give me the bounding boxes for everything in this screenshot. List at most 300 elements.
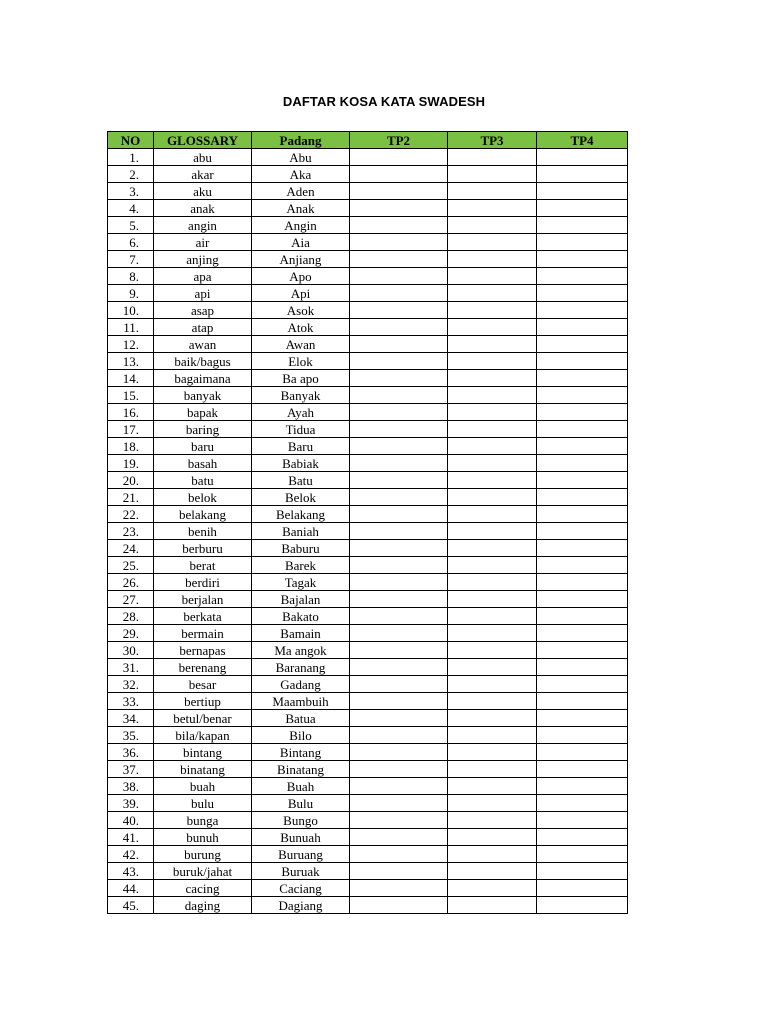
cell-no: 11. [108,319,154,336]
cell-glossary: betul/benar [154,710,252,727]
cell-no: 44. [108,880,154,897]
cell-padang: Apo [252,268,350,285]
table-row [108,200,628,217]
cell-no: 16. [108,404,154,421]
cell-glossary: berdiri [154,574,252,591]
cell-tp3 [448,404,537,421]
cell-tp3 [448,744,537,761]
cell-no: 32. [108,676,154,693]
cell-tp3 [448,829,537,846]
cell-glossary: bintang [154,744,252,761]
header-tp3: TP3 [448,132,537,149]
table-row [108,387,628,404]
cell-tp3 [448,149,537,166]
cell-no: 14. [108,370,154,387]
cell-tp2 [350,302,448,319]
cell-tp3 [448,472,537,489]
cell-tp4 [537,268,628,285]
cell-tp2 [350,421,448,438]
cell-tp4 [537,455,628,472]
cell-tp2 [350,693,448,710]
cell-glossary: berat [154,557,252,574]
cell-glossary: buah [154,778,252,795]
cell-no: 22. [108,506,154,523]
cell-tp4 [537,166,628,183]
table-row [108,659,628,676]
cell-no: 25. [108,557,154,574]
cell-tp4 [537,353,628,370]
cell-padang: Batu [252,472,350,489]
cell-tp3 [448,795,537,812]
cell-no: 3. [108,183,154,200]
cell-tp2 [350,761,448,778]
cell-tp2 [350,812,448,829]
cell-tp2 [350,829,448,846]
table-row [108,863,628,880]
cell-glossary: berenang [154,659,252,676]
cell-tp2 [350,489,448,506]
cell-tp3 [448,523,537,540]
table-row [108,370,628,387]
cell-padang: Batua [252,710,350,727]
cell-tp4 [537,523,628,540]
cell-no: 34. [108,710,154,727]
cell-tp3 [448,863,537,880]
table-row [108,540,628,557]
cell-tp2 [350,472,448,489]
cell-padang: Atok [252,319,350,336]
cell-tp4 [537,625,628,642]
cell-glossary: anak [154,200,252,217]
table-row [108,421,628,438]
cell-tp2 [350,557,448,574]
cell-tp4 [537,659,628,676]
cell-no: 6. [108,234,154,251]
cell-tp3 [448,455,537,472]
cell-tp3 [448,710,537,727]
cell-tp4 [537,234,628,251]
cell-tp3 [448,574,537,591]
table-row [108,710,628,727]
cell-tp3 [448,540,537,557]
cell-tp3 [448,846,537,863]
cell-tp4 [537,506,628,523]
cell-tp3 [448,506,537,523]
table-row [108,897,628,914]
cell-tp3 [448,353,537,370]
cell-glossary: anjing [154,251,252,268]
cell-padang: Ma angok [252,642,350,659]
cell-glossary: asap [154,302,252,319]
cell-tp3 [448,200,537,217]
cell-padang: Bungo [252,812,350,829]
table-row [108,489,628,506]
cell-tp4 [537,574,628,591]
cell-tp2 [350,727,448,744]
cell-tp2 [350,251,448,268]
cell-tp4 [537,217,628,234]
cell-no: 27. [108,591,154,608]
header-no: NO [108,132,154,149]
cell-no: 45. [108,897,154,914]
cell-glossary: banyak [154,387,252,404]
cell-padang: Bamain [252,625,350,642]
cell-padang: Caciang [252,880,350,897]
cell-tp3 [448,625,537,642]
table-row [108,557,628,574]
cell-no: 35. [108,727,154,744]
table-row [108,251,628,268]
cell-tp3 [448,659,537,676]
table-row [108,319,628,336]
cell-glossary: bertiup [154,693,252,710]
cell-tp3 [448,591,537,608]
table-row [108,336,628,353]
cell-no: 33. [108,693,154,710]
cell-tp3 [448,642,537,659]
cell-tp3 [448,676,537,693]
cell-no: 8. [108,268,154,285]
cell-tp2 [350,710,448,727]
table-row [108,523,628,540]
cell-tp2 [350,506,448,523]
cell-tp2 [350,676,448,693]
cell-padang: Aka [252,166,350,183]
cell-tp2 [350,404,448,421]
cell-glossary: akar [154,166,252,183]
cell-padang: Tagak [252,574,350,591]
cell-padang: Anak [252,200,350,217]
cell-tp2 [350,336,448,353]
table-row [108,761,628,778]
cell-no: 37. [108,761,154,778]
cell-tp3 [448,693,537,710]
cell-padang: Api [252,285,350,302]
cell-no: 15. [108,387,154,404]
cell-glossary: bagaimana [154,370,252,387]
cell-tp2 [350,370,448,387]
cell-tp4 [537,183,628,200]
table-row [108,795,628,812]
cell-padang: Bakato [252,608,350,625]
cell-tp4 [537,404,628,421]
table-row [108,183,628,200]
table-row [108,693,628,710]
cell-no: 30. [108,642,154,659]
cell-no: 31. [108,659,154,676]
cell-tp3 [448,880,537,897]
cell-tp2 [350,285,448,302]
cell-tp2 [350,659,448,676]
cell-tp2 [350,149,448,166]
cell-tp4 [537,812,628,829]
table-row [108,506,628,523]
cell-padang: Baranang [252,659,350,676]
table-row [108,166,628,183]
table-row [108,438,628,455]
cell-tp2 [350,455,448,472]
cell-no: 19. [108,455,154,472]
cell-glossary: bunga [154,812,252,829]
table-row [108,268,628,285]
cell-tp2 [350,625,448,642]
cell-tp2 [350,268,448,285]
cell-padang: Binatang [252,761,350,778]
cell-padang: Buah [252,778,350,795]
cell-tp2 [350,642,448,659]
cell-tp3 [448,778,537,795]
header-tp2: TP2 [350,132,448,149]
cell-no: 42. [108,846,154,863]
cell-padang: Bunuah [252,829,350,846]
table-row [108,455,628,472]
cell-padang: Aden [252,183,350,200]
cell-padang: Angin [252,217,350,234]
cell-padang: Aia [252,234,350,251]
cell-padang: Ba apo [252,370,350,387]
cell-no: 2. [108,166,154,183]
cell-tp2 [350,744,448,761]
cell-tp3 [448,387,537,404]
cell-glossary: berburu [154,540,252,557]
cell-tp2 [350,846,448,863]
cell-tp3 [448,438,537,455]
table-row [108,608,628,625]
cell-no: 20. [108,472,154,489]
cell-padang: Buruang [252,846,350,863]
cell-glossary: besar [154,676,252,693]
cell-no: 40. [108,812,154,829]
cell-glossary: atap [154,319,252,336]
cell-no: 7. [108,251,154,268]
cell-glossary: bernapas [154,642,252,659]
cell-padang: Baru [252,438,350,455]
cell-no: 5. [108,217,154,234]
cell-glossary: bermain [154,625,252,642]
table-row [108,880,628,897]
cell-tp3 [448,761,537,778]
cell-tp3 [448,251,537,268]
cell-no: 21. [108,489,154,506]
header-padang: Padang [252,132,350,149]
cell-tp3 [448,336,537,353]
table-header [108,132,628,149]
cell-glossary: buruk/jahat [154,863,252,880]
cell-tp2 [350,438,448,455]
cell-tp4 [537,863,628,880]
cell-tp2 [350,183,448,200]
cell-tp2 [350,608,448,625]
cell-no: 39. [108,795,154,812]
cell-tp4 [537,472,628,489]
cell-glossary: burung [154,846,252,863]
cell-tp2 [350,540,448,557]
table-row [108,591,628,608]
cell-tp4 [537,880,628,897]
cell-no: 10. [108,302,154,319]
cell-no: 4. [108,200,154,217]
cell-glossary: api [154,285,252,302]
cell-glossary: baru [154,438,252,455]
cell-tp4 [537,302,628,319]
cell-padang: Buruak [252,863,350,880]
table-row [108,574,628,591]
cell-tp4 [537,897,628,914]
cell-tp2 [350,387,448,404]
cell-tp2 [350,319,448,336]
cell-padang: Maambuih [252,693,350,710]
cell-padang: Abu [252,149,350,166]
cell-tp3 [448,183,537,200]
cell-glossary: daging [154,897,252,914]
cell-no: 29. [108,625,154,642]
cell-no: 43. [108,863,154,880]
cell-tp3 [448,166,537,183]
cell-tp3 [448,608,537,625]
cell-tp3 [448,302,537,319]
cell-tp2 [350,574,448,591]
table-body [108,149,628,914]
cell-tp4 [537,200,628,217]
table-row [108,812,628,829]
cell-glossary: abu [154,149,252,166]
table-row [108,829,628,846]
cell-tp3 [448,489,537,506]
cell-padang: Dagiang [252,897,350,914]
cell-glossary: bulu [154,795,252,812]
cell-glossary: binatang [154,761,252,778]
cell-no: 18. [108,438,154,455]
cell-tp3 [448,268,537,285]
cell-padang: Baburu [252,540,350,557]
cell-tp4 [537,710,628,727]
cell-tp4 [537,642,628,659]
cell-glossary: air [154,234,252,251]
cell-padang: Bulu [252,795,350,812]
cell-tp3 [448,557,537,574]
cell-padang: Bintang [252,744,350,761]
cell-no: 38. [108,778,154,795]
cell-padang: Belok [252,489,350,506]
cell-tp3 [448,234,537,251]
cell-padang: Elok [252,353,350,370]
cell-no: 41. [108,829,154,846]
table-row [108,353,628,370]
cell-padang: Gadang [252,676,350,693]
cell-glossary: awan [154,336,252,353]
table-row [108,727,628,744]
cell-tp4 [537,285,628,302]
cell-glossary: belok [154,489,252,506]
cell-tp4 [537,829,628,846]
cell-glossary: angin [154,217,252,234]
cell-tp2 [350,166,448,183]
cell-no: 1. [108,149,154,166]
cell-tp3 [448,421,537,438]
cell-tp2 [350,778,448,795]
cell-tp4 [537,727,628,744]
cell-tp4 [537,370,628,387]
table-row [108,676,628,693]
cell-tp3 [448,897,537,914]
table-row [108,642,628,659]
table-row [108,302,628,319]
cell-glossary: belakang [154,506,252,523]
cell-tp3 [448,217,537,234]
table-row [108,744,628,761]
cell-no: 9. [108,285,154,302]
cell-tp4 [537,778,628,795]
cell-tp2 [350,880,448,897]
cell-glossary: basah [154,455,252,472]
cell-tp4 [537,608,628,625]
cell-tp4 [537,387,628,404]
cell-no: 26. [108,574,154,591]
cell-tp4 [537,336,628,353]
cell-padang: Ayah [252,404,350,421]
cell-glossary: benih [154,523,252,540]
cell-tp2 [350,795,448,812]
cell-glossary: baring [154,421,252,438]
cell-tp2 [350,863,448,880]
table-row [108,472,628,489]
cell-no: 36. [108,744,154,761]
cell-no: 24. [108,540,154,557]
cell-tp4 [537,846,628,863]
cell-tp4 [537,149,628,166]
cell-padang: Bajalan [252,591,350,608]
table-row [108,217,628,234]
swadesh-table [107,131,628,914]
cell-glossary: aku [154,183,252,200]
header-glossary: GLOSSARY [154,132,252,149]
cell-glossary: cacing [154,880,252,897]
cell-glossary: berkata [154,608,252,625]
cell-tp4 [537,251,628,268]
cell-tp2 [350,897,448,914]
cell-glossary: batu [154,472,252,489]
cell-tp2 [350,217,448,234]
cell-tp4 [537,795,628,812]
table-row [108,404,628,421]
cell-padang: Asok [252,302,350,319]
cell-tp2 [350,591,448,608]
cell-tp4 [537,676,628,693]
cell-padang: Awan [252,336,350,353]
cell-tp4 [537,761,628,778]
cell-tp3 [448,285,537,302]
cell-glossary: apa [154,268,252,285]
cell-no: 17. [108,421,154,438]
cell-tp4 [537,540,628,557]
cell-padang: Tidua [252,421,350,438]
cell-tp4 [537,489,628,506]
table-row [108,778,628,795]
cell-no: 12. [108,336,154,353]
cell-tp2 [350,523,448,540]
table-row [108,234,628,251]
table-row [108,846,628,863]
table-row [108,285,628,302]
cell-padang: Belakang [252,506,350,523]
cell-padang: Barek [252,557,350,574]
cell-glossary: bila/kapan [154,727,252,744]
cell-tp2 [350,234,448,251]
cell-no: 28. [108,608,154,625]
cell-tp2 [350,353,448,370]
cell-glossary: bunuh [154,829,252,846]
cell-tp3 [448,812,537,829]
